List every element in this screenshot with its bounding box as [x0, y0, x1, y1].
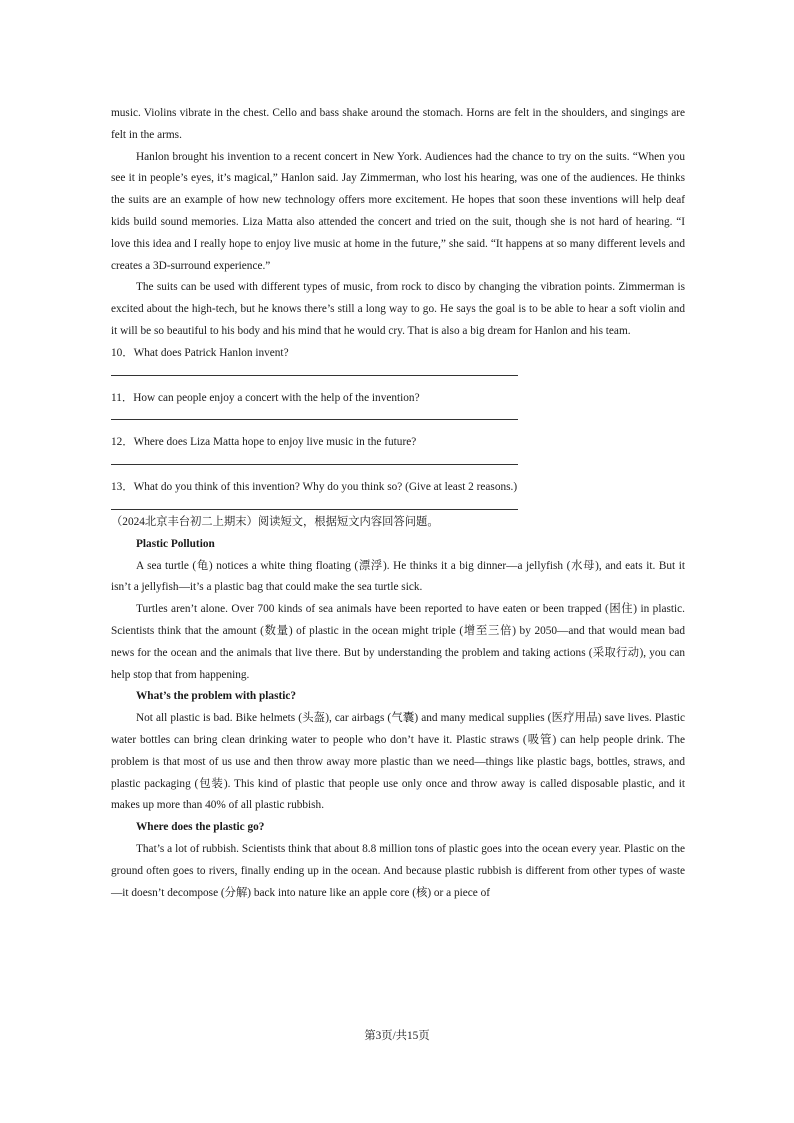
- page-number: 第3页/共15页: [364, 1030, 430, 1042]
- question-13: [111, 477, 685, 510]
- passage-paragraph: music. Violins vibrate in the chest. Cello and bass shake around the stomach. Horns are felt in the shoulders, and singings are felt in the arms.: [111, 107, 685, 141]
- passage-paragraph: A sea turtle (龟) notices a white thing floating (漂浮). He thinks it a big dinner—a jellyfish (水母), and eats it. But it isn’t a jellyfish—it’s a plastic bag that could make the sea turtle sick.: [111, 559, 685, 594]
- question-11: [111, 388, 685, 421]
- passage-paragraph: Not all plastic is bad. Bike helmets (头盔), car airbags (气囊) and many medical supplies (医疗用品) save lives. Plastic water bottles can bring clean drinking water to people who don’t have it. Plastic straws (吸管) can help people drink. The problem is that most of us use and then throw away more plastic than we need—things like plastic bags, bottles, straws, and plastic packaging (包装). This kind of plastic that people use only once and throw away is called disposable plastic, and it makes up more than 40% of all plastic rubbish.: [111, 712, 685, 812]
- question-number: 13．: [111, 481, 134, 494]
- exam-source: （2024北京丰台初二上期末）阅读短文，根据短文内容回答问题。: [111, 515, 439, 528]
- answer-line[interactable]: [111, 409, 518, 420]
- question-number: 11．: [111, 391, 134, 404]
- passage-paragraph: That’s a lot of rubbish. Scientists think that about 8.8 million tons of plastic goes into the ocean every year. Plastic on the ground often goes to rivers, finally ending up in the ocean. And because plastic rubbish is different from other types of waste—it doesn’t decompose (分解) back into nature like an apple core (核) or a piece of: [111, 842, 685, 899]
- question-text: How can people enjoy a concert with the help of the invention?: [133, 391, 420, 404]
- passage-paragraph: The suits can be used with different types of music, from rock to disco by changing the vibration points. Zimmerman is excited about the high-tech, but he knows there’s still a long way to go. He says the goal is to be able to hear a soft violin and it will be so beautiful to his body and his mind that he would cry. That is also a big dream for Hanlon and his team.: [111, 281, 685, 337]
- question-text: Where does Liza Matta hope to enjoy live music in the future?: [133, 436, 417, 449]
- answer-line[interactable]: [111, 365, 518, 376]
- question-number: 12．: [111, 436, 134, 449]
- passage-title: Plastic Pollution: [136, 537, 215, 550]
- question-12: [111, 432, 685, 465]
- answer-line[interactable]: [111, 499, 518, 510]
- section-heading: Where does the plastic go?: [136, 821, 265, 834]
- question-text: What does Patrick Hanlon invent?: [133, 346, 289, 359]
- question-10: [111, 343, 685, 376]
- answer-line[interactable]: [111, 454, 518, 465]
- passage-paragraph: Turtles aren’t alone. Over 700 kinds of sea animals have been reported to have eaten or been trapped (困住) in plastic. Scientists think that the amount (数量) of plastic in the ocean might triple (增至三倍) by 2050—and that would mean bad news for the ocean and the animals that live there. But by understanding the problem and taking actions (采取行动), you can help stop that from happening.: [111, 603, 685, 681]
- question-number: 10．: [111, 346, 134, 359]
- section-heading: What’s the problem with plastic?: [136, 690, 297, 703]
- question-text: What do you think of this invention? Why do you think so? (Give at least 2 reasons.): [133, 481, 518, 494]
- passage-paragraph: Hanlon brought his invention to a recent concert in New York. Audiences had the chance to try on the suits. “When you see it in people’s eyes, it’s magical,” Hanlon said. Jay Zimmerman, who lost his hearing, was one of the audiences. He thinks the suits are an example of how new technology offers more excitement. He hopes that soon these inventions will help deaf kids build sound memories. Liza Matta also attended the concert and tried on the suit, though she is not hard of hearing. “I love this idea and I really hope to enjoy live music at home in the future,” she said. “It happens at so many different levels and creates a 3D-surround experience.”: [111, 150, 685, 272]
- document-body: [111, 103, 685, 904]
